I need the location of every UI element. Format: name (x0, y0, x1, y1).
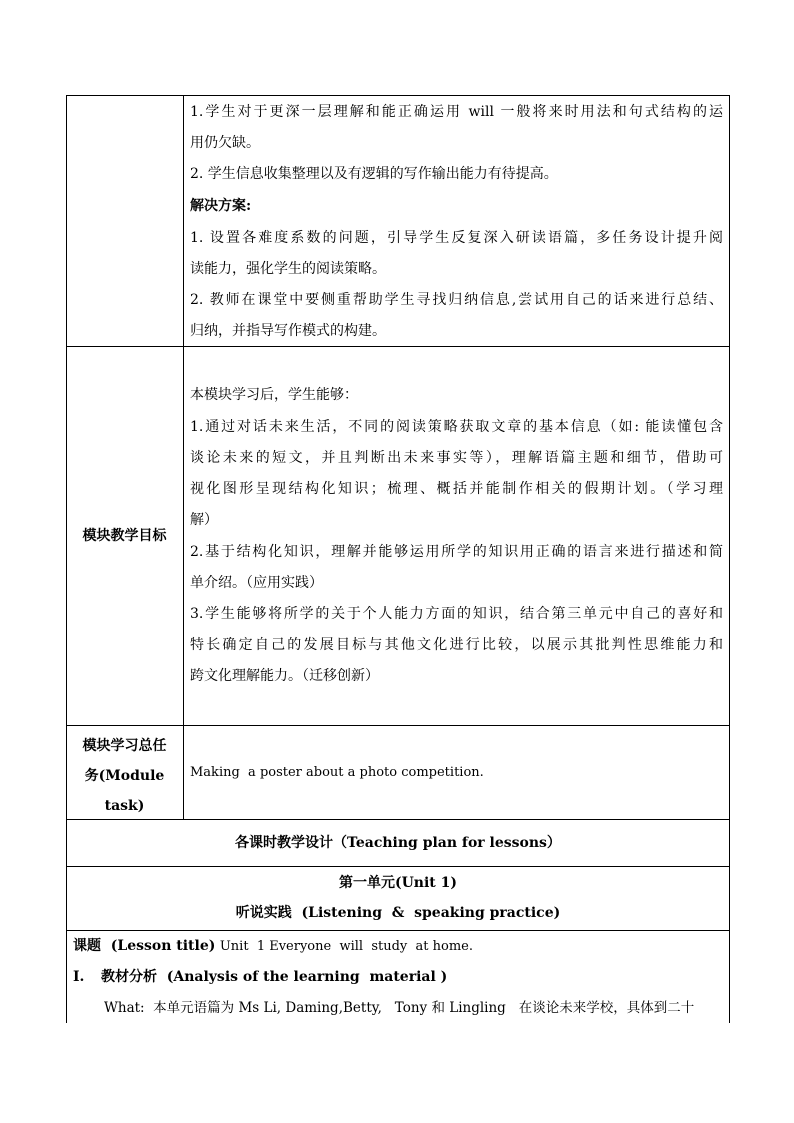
difficulty-line: 1.学生对于更深一层理解和能正确运用 will 一般将来时用法和句式结构的运 (190, 104, 723, 120)
row-divider (66, 866, 730, 867)
section-title: 教材分析 (Analysis of the learning material ) (101, 969, 448, 985)
lesson-title (73, 936, 473, 957)
row-divider (66, 930, 730, 931)
unit-title: 第一单元(Unit 1) (338, 875, 458, 891)
unit-subtitle: 听说实践 (Listening & speaking practice) (235, 905, 561, 921)
solution-line: 读能力，强化学生的阅读策略。 (190, 261, 386, 277)
column-divider (183, 95, 184, 819)
module-goal-line: 跨文化理解能力。（迁移创新） (190, 668, 379, 684)
module-task-label-line: task) (104, 798, 145, 814)
module-goal-label: 模块教学目标 (82, 528, 167, 544)
module-task-label-line: 模块学习总任 (82, 738, 167, 754)
module-task-content: Making a poster about a photo competition. (190, 765, 484, 780)
difficulty-line: 用仍欠缺。 (190, 135, 260, 151)
row-divider (66, 346, 730, 347)
module-goal-line: 解） (190, 512, 218, 528)
section-number: I. (73, 969, 85, 985)
lesson-title-label: 课题 (Lesson title) (73, 938, 216, 954)
module-goal-line: 视化图形呈现结构化知识；梳理、概括并能制作相关的假期计划。（学习理 (190, 481, 723, 497)
module-task-label-line: 务(Module (84, 768, 165, 784)
module-task-label (66, 731, 183, 821)
what-line: What: 本单元语篇为 Ms Li, Daming,Betty, Tony 和 Lingling 在谈论未来学校，具体到二十 (104, 1000, 695, 1016)
solution-line: 归纳，并指导写作模式的构建。 (190, 323, 386, 339)
row-divider (66, 725, 730, 726)
solution-heading: 解决方案: (190, 198, 252, 214)
module-goal-line: 特长确定自己的发展目标与其他文化进行比较，以展示其批判性思维能力和 (190, 637, 723, 653)
difficulty-line: 2. 学生信息收集整理以及有逻辑的写作输出能力有待提高。 (190, 166, 558, 182)
module-goal-line: 1.通过对话未来生活，不同的阅读策略获取文章的基本信息（如: 能读懂包含 (190, 419, 723, 435)
module-goal-line: 单介绍。（应用实践） (190, 575, 323, 591)
module-goal-line: 2.基于结构化知识，理解并能够运用所学的知识用正确的语言来进行描述和简 (190, 544, 723, 560)
module-goal-line: 3.学生能够将所学的关于个人能力方面的知识，结合第三单元中自己的喜好和 (190, 606, 723, 622)
lessons-heading: 各课时教学设计（Teaching plan for lessons） (235, 835, 561, 851)
lesson-title-value: Unit 1 Everyone will study at home. (219, 939, 473, 954)
module-goal-line: 谈论未来的短文，并且判断出未来事实等），理解语篇主题和细节，借助可 (190, 450, 723, 466)
solution-line: 1. 设置各难度系数的问题，引导学生反复深入研读语篇，多任务设计提升阅 (190, 230, 723, 246)
solution-line: 2. 教师在课堂中要侧重帮助学生寻找归纳信息,尝试用自己的话来进行总结、 (190, 292, 723, 308)
module-goal-intro: 本模块学习后，学生能够： (190, 387, 358, 403)
